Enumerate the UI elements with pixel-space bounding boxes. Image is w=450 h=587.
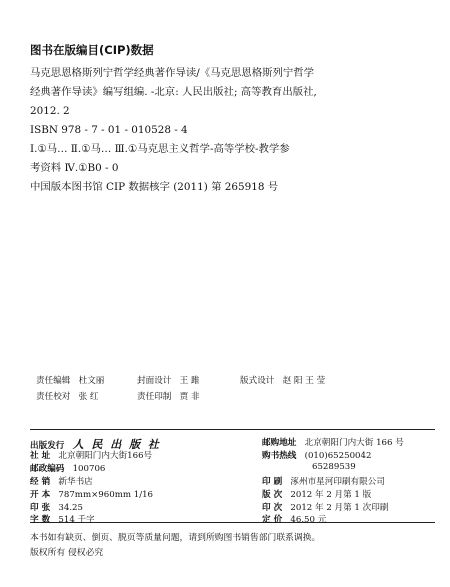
cip-isbn: ISBN 978 - 7 - 01 - 010528 - 4 bbox=[30, 124, 188, 136]
credit-proof-name: 张 红 bbox=[78, 392, 99, 402]
pub-mail-address-label: 邮购地址 bbox=[262, 438, 297, 448]
credit-cover-label: 封面设计 bbox=[137, 376, 172, 386]
pub-postcode-value: 100706 bbox=[72, 464, 106, 474]
cip-line-3: 2012. 2 bbox=[30, 105, 70, 117]
pub-printer-label: 印 刷 bbox=[262, 477, 283, 487]
cip-line-2: 经典著作导读》编写组编. -北京: 人民出版社; 高等教育出版社, bbox=[30, 86, 317, 98]
credit-editor-name: 杜文丽 bbox=[78, 376, 105, 386]
pub-distributor bbox=[30, 475, 93, 487]
pub-impression bbox=[262, 501, 388, 513]
pub-postcode-label: 邮政编码 bbox=[30, 464, 65, 474]
pub-wordcount-label: 字 数 bbox=[30, 515, 51, 525]
pub-hotline-2: 65289539 bbox=[312, 462, 356, 472]
quality-notice: 本书如有缺页、倒页、脱页等质量问题，请到所购图书销售部门联系调换。 bbox=[30, 533, 321, 543]
pub-price bbox=[262, 513, 326, 525]
pub-edition-value: 2012 年 2 月第 1 版 bbox=[290, 490, 372, 500]
pub-printer bbox=[262, 475, 385, 487]
credit-proof bbox=[36, 390, 99, 402]
pub-distributor-value: 新华书店 bbox=[58, 477, 93, 487]
credit-editor-label: 责任编辑 bbox=[36, 376, 71, 386]
pub-format-label: 开 本 bbox=[30, 490, 51, 500]
pub-format bbox=[30, 488, 153, 500]
pub-wordcount-value: 514 千字 bbox=[58, 515, 95, 525]
pub-hotline-label: 购书热线 bbox=[262, 451, 297, 461]
cip-data-number: 中国版本图书馆 CIP 数据核字 (2011) 第 265918 号 bbox=[30, 181, 279, 193]
cip-line-1: 马克思恩格斯列宁哲学经典著作导读/《马克思恩格斯列宁哲学 bbox=[30, 67, 315, 79]
cip-line-5: Ⅰ.①马… Ⅱ.①马… Ⅲ.①马克思主义哲学-高等学校-教学参 bbox=[30, 143, 290, 155]
pub-hotline bbox=[262, 449, 371, 461]
top-divider bbox=[30, 429, 435, 430]
pub-hotline-value: (010)65250042 bbox=[304, 451, 372, 461]
pub-edition-label: 版 次 bbox=[262, 490, 283, 500]
pub-mail-address-value: 北京朝阳门内大街 166 号 bbox=[304, 438, 404, 448]
cip-line-6: 考资料 Ⅳ.①B0 - 0 bbox=[30, 162, 119, 174]
credit-cover bbox=[137, 374, 200, 386]
pub-price-label: 定 价 bbox=[262, 515, 283, 525]
credit-print-name: 贾 非 bbox=[179, 392, 200, 402]
copyright-notice: 版权所有 侵权必究 bbox=[30, 548, 104, 558]
credit-editor bbox=[36, 374, 104, 386]
credit-cover-name: 王 雎 bbox=[179, 376, 200, 386]
pub-sheets-value: 34.25 bbox=[58, 503, 83, 513]
publisher-logo: 人 民 出 版 社 bbox=[72, 438, 161, 451]
pub-mail-address bbox=[262, 436, 404, 448]
credit-print-label: 责任印制 bbox=[137, 392, 172, 402]
pub-publisher-label: 出版发行 bbox=[30, 441, 65, 451]
pub-price-value: 46.50 元 bbox=[290, 515, 327, 525]
pub-address bbox=[30, 449, 152, 461]
pub-address-label: 社 址 bbox=[30, 451, 51, 461]
pub-postcode bbox=[30, 462, 105, 474]
pub-sheets bbox=[30, 501, 83, 513]
pub-printer-value: 涿州市星河印刷有限公司 bbox=[290, 477, 385, 487]
pub-format-value: 787mm×960mm 1/16 bbox=[58, 490, 154, 500]
pub-edition bbox=[262, 488, 371, 500]
cip-heading: 图书在版编目(CIP)数据 bbox=[30, 43, 154, 57]
pub-impression-label: 印 次 bbox=[262, 503, 283, 513]
credit-layout-name: 赵 阳 王 莹 bbox=[282, 376, 326, 386]
credit-print bbox=[137, 390, 200, 402]
pub-distributor-label: 经 销 bbox=[30, 477, 51, 487]
pub-sheets-label: 印 张 bbox=[30, 503, 51, 513]
pub-address-value: 北京朝阳门内大街166号 bbox=[58, 451, 153, 461]
credit-layout bbox=[240, 374, 325, 386]
pub-wordcount bbox=[30, 513, 95, 525]
credit-layout-label: 版式设计 bbox=[240, 376, 275, 386]
pub-impression-value: 2012 年 2 月第 1 次印刷 bbox=[290, 503, 389, 513]
credit-proof-label: 责任校对 bbox=[36, 392, 71, 402]
